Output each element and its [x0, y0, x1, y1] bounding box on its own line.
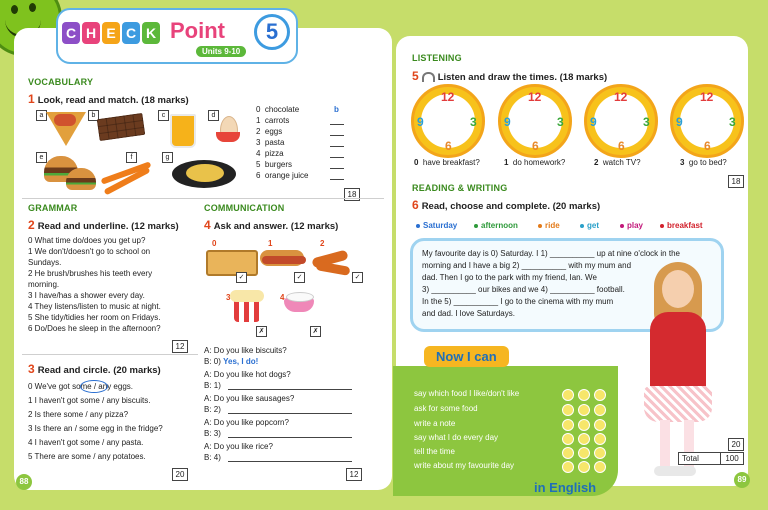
can-item: ask for some food [414, 404, 478, 413]
smiley-icon[interactable] [578, 447, 590, 459]
dialog-line: A: Do you like sausages? [204, 394, 295, 403]
popcorn-top [230, 290, 264, 302]
dialog-line: B: 4) [204, 453, 221, 462]
check-mark: ✓ [294, 272, 305, 283]
smiley-icon[interactable] [578, 419, 590, 431]
hot-dogs-sausage [262, 256, 306, 264]
pic-letter-f: f [126, 152, 137, 163]
pic-number: 0 [212, 239, 217, 248]
task2-line: 5 She tidy/tidies her room on Fridays. [28, 313, 161, 322]
check-word: C H E C K [62, 22, 160, 44]
task3-mark-box: 20 [172, 468, 188, 481]
smiley-icon[interactable] [578, 389, 590, 401]
smiley-icon[interactable] [578, 404, 590, 416]
answer-blank[interactable] [330, 135, 344, 136]
listening-title: LISTENING [412, 53, 462, 63]
dialog-line: A: Do you like hot dogs? [204, 370, 291, 379]
task4-mark-box: 12 [346, 468, 362, 481]
task3-line: 2 Is there some / any pizza? [28, 410, 129, 419]
burgers-picture-2 [66, 168, 96, 190]
reading-text-line: My favourite day is 0) Saturday. I 1) __________ up at nine o'clock in the [422, 249, 680, 258]
task3-line: 1 I haven't got some / any biscuits. [28, 396, 151, 405]
now-i-can-title: Now I can [424, 346, 509, 367]
answer-line[interactable] [228, 461, 352, 462]
task2-line: 3 I have/has a shower every day. [28, 291, 145, 300]
now-i-can-panel [393, 366, 618, 496]
smiley-icon[interactable] [578, 461, 590, 473]
smiley-icon[interactable] [562, 389, 574, 401]
clock-caption: 3 go to bed? [680, 158, 727, 167]
pic-number: 2 [320, 239, 325, 248]
word-bank-item: get [580, 221, 599, 230]
task4-heading: 4 Ask and answer. (12 marks) [204, 218, 339, 232]
communication-title: COMMUNICATION [204, 203, 285, 213]
pic-letter-a: a [36, 110, 47, 121]
pic-letter-d: d [208, 110, 219, 121]
dialog-line: B: 1) [204, 381, 221, 390]
can-item: write a note [414, 419, 456, 428]
word-bank-item: play [620, 221, 643, 230]
task3-line: 4 I haven't got some / any pasta. [28, 438, 144, 447]
dialog-line: B: 0) Yes, I do! [204, 357, 259, 366]
clock-caption: 1 do homework? [504, 158, 566, 167]
vocab-item: 5 burgers [256, 160, 293, 169]
task2-line: morning. [28, 280, 60, 289]
task1-mark-box: 18 [344, 188, 360, 201]
reading-text-line: and dad. I love Saturdays. [422, 309, 515, 318]
circle-answer [80, 380, 108, 393]
word-bank-item: ride [538, 221, 560, 230]
task6-heading: 6 Read, choose and complete. (20 marks) [412, 198, 601, 212]
can-item: tell the time [414, 447, 455, 456]
vocab-item: 3 pasta [256, 138, 285, 147]
smiley-icon[interactable] [562, 419, 574, 431]
pic-number: 1 [268, 239, 273, 248]
dialog-line: A: Do you like biscuits? [204, 346, 287, 355]
check-mark: ✗ [310, 326, 321, 337]
task2-line: 2 He brush/brushes his teeth every [28, 269, 153, 278]
task5-mark-box: 18 [728, 175, 744, 188]
clock-caption: 0 have breakfast? [414, 158, 480, 167]
answer-blank[interactable] [330, 179, 344, 180]
task2-line: 6 Do/Does he sleep in the afternoon? [28, 324, 161, 333]
task3-line: 5 There are some / any potatoes. [28, 452, 146, 461]
vocab-item: 2 eggs [256, 127, 283, 136]
can-item: say what I do every day [414, 433, 499, 442]
check-mark: ✓ [352, 272, 363, 283]
section-divider [22, 198, 384, 199]
clock-0[interactable]: 12 3 6 9 [411, 84, 485, 158]
vocab-item: 0 chocolate [256, 105, 300, 114]
vocab-item: 1 carrots [256, 116, 290, 125]
in-english-label: in English [534, 480, 597, 495]
vocab-item: 6 orange juice [256, 171, 309, 180]
answer-line[interactable] [228, 437, 352, 438]
smiley-icon[interactable] [594, 461, 606, 473]
task1-heading: 1 Look, read and match. (18 marks) [28, 92, 189, 106]
task3-line: 0 We've got some / any eggs. [28, 382, 133, 391]
page-number-right: 89 [734, 472, 750, 488]
smiley-icon[interactable] [562, 461, 574, 473]
pic-letter-e: e [36, 152, 47, 163]
reading-writing-title: READING & WRITING [412, 183, 508, 193]
grammar-title: GRAMMAR [28, 203, 78, 213]
clock-1[interactable]: 12 3 6 9 [498, 84, 572, 158]
task2-mark-box: 12 [172, 340, 188, 353]
girl-legs [660, 420, 670, 468]
page-number-left: 88 [16, 474, 32, 490]
answer-line[interactable] [228, 389, 352, 390]
clock-3[interactable]: 12 3 6 9 [670, 84, 744, 158]
can-item: say which food I like/don't like [414, 389, 520, 398]
rice-top [286, 292, 314, 302]
dialog-line: A: Do you like popcorn? [204, 418, 289, 427]
reading-text-line: 3) __________ our bikes and we 4) __________ football. [422, 285, 625, 294]
task2-line: 4 They listens/listen to music at night. [28, 302, 161, 311]
smiley-icon[interactable] [562, 404, 574, 416]
task6-mark-box: 20 [728, 438, 744, 451]
pasta-food [186, 164, 224, 182]
total-label: Total [678, 452, 721, 465]
dialog-line: B: 2) [204, 405, 221, 414]
pizza-topping [54, 114, 76, 126]
smiley-icon[interactable] [594, 433, 606, 445]
pic-letter-g: g [162, 152, 173, 163]
task2-heading: 2 Read and underline. (12 marks) [28, 218, 179, 232]
orange-juice-picture [170, 114, 196, 148]
reading-text-line: morning and I have a big 2) __________ with my mum and [422, 261, 632, 270]
biscuits-picture [206, 250, 258, 276]
girl-sweater [650, 312, 706, 392]
girl-skirt [644, 386, 712, 422]
dialog-line: A: Do you like rice? [204, 442, 273, 451]
clock-2[interactable]: 12 3 6 9 [584, 84, 658, 158]
smiley-icon[interactable] [594, 447, 606, 459]
answer-blank[interactable] [330, 124, 344, 125]
reading-text-line: dad. Then I go to the park with my friend, Ian. We [422, 273, 597, 282]
smiley-icon[interactable] [562, 447, 574, 459]
total-value: 100 [720, 452, 744, 465]
task2-line: Sundays. [28, 258, 62, 267]
answer-line[interactable] [228, 413, 352, 414]
headphones-icon [422, 72, 435, 82]
girl-face [662, 270, 694, 308]
task2-line: 0 What time do/does you get up? [28, 236, 146, 245]
task3-line: 3 Is there an / some egg in the fridge? [28, 424, 163, 433]
answer-blank[interactable] [330, 168, 344, 169]
banner-point-text: Point [170, 18, 225, 43]
banner-units: Units 9-10 [196, 46, 246, 57]
word-bank-item: afternoon [474, 221, 518, 230]
task3-heading: 3 Read and circle. (20 marks) [28, 362, 161, 376]
answer-blank[interactable] [330, 146, 344, 147]
vocabulary-title: VOCABULARY [28, 77, 94, 87]
can-item: write about my favourite day [414, 461, 515, 470]
smiley-icon[interactable] [578, 433, 590, 445]
task5-heading: 5 Listen and draw the times. (18 marks) [412, 69, 608, 83]
vocab-item: 4 pizza [256, 149, 284, 158]
task2-line: 1 We don't/doesn't go to school on [28, 247, 151, 256]
check-mark: ✗ [256, 326, 267, 337]
answer-blank[interactable] [330, 157, 344, 158]
smiley-icon[interactable] [562, 433, 574, 445]
vocab-answer: b [334, 105, 339, 114]
check-mark: ✓ [236, 272, 247, 283]
pic-letter-c: c [158, 110, 169, 121]
pic-number: 3 [226, 293, 231, 302]
banner-number: 5 [254, 14, 290, 50]
pic-letter-b: b [88, 110, 99, 121]
pic-number: 4 [280, 293, 285, 302]
smiley-icon[interactable] [594, 419, 606, 431]
word-bank-item: breakfast [660, 221, 703, 230]
clock-caption: 2 watch TV? [594, 158, 641, 167]
section-divider [22, 354, 198, 355]
word-bank-item: Saturday [416, 221, 457, 230]
smiley-icon[interactable] [594, 404, 606, 416]
smiley-icon[interactable] [594, 389, 606, 401]
dialog-line: B: 3) [204, 429, 221, 438]
egg-cup [216, 132, 240, 142]
reading-text-line: In the 5) __________ I go to the cinema with my mum [422, 297, 614, 306]
girl-shoes [654, 466, 696, 476]
